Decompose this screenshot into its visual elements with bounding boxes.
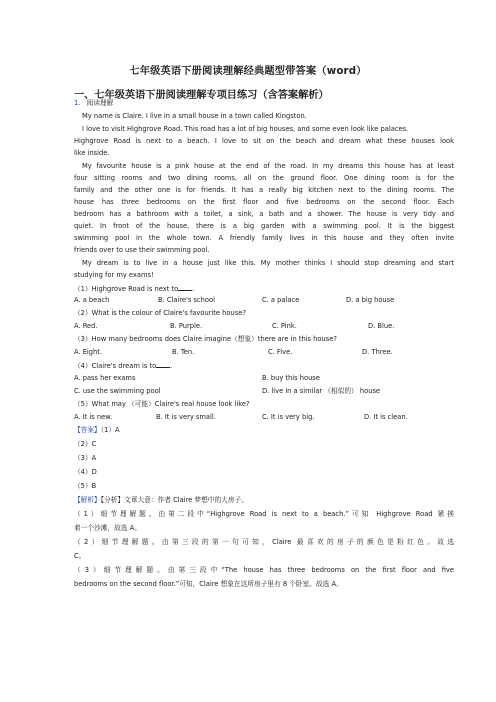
option-c: C. use the swimming pool — [74, 387, 161, 395]
option-d: D. It is clean. — [364, 413, 408, 421]
answer-item: （4）D — [74, 468, 97, 476]
analysis-line: C。 — [74, 552, 86, 560]
answer-item: （2）C — [74, 440, 97, 448]
question-stem: （3）How many bedrooms does Claire imagine（想象）there are in this house? — [74, 335, 337, 343]
passage-line: I love to visit Highgrove Road. This road has a lot of big houses, and some even look like palaces. — [82, 125, 409, 133]
option-d: D. live in a similar （相似的） house — [262, 387, 381, 395]
option-c: C. Five. — [268, 348, 293, 356]
option-d: D. Three. — [362, 348, 393, 356]
question-type: 阅读理解 — [86, 99, 114, 107]
analysis-line: （3）细节理解题。由第三段中“The house has three bedrooms on the first floor and five — [74, 566, 454, 574]
option-b: B. Purple. — [170, 322, 203, 330]
answer-item: （3）A — [74, 454, 97, 462]
analysis-line: bedrooms on the second floor.”可知，Claire 想象在这所房子里有 8 个卧室。故选 A。 — [74, 580, 343, 588]
answer-blank — [178, 284, 192, 291]
passage-line: quiet. In front of the house, there is a big garden with a swimming pool. It is the biggest — [74, 222, 454, 230]
option-b: B. buy this house — [262, 374, 320, 382]
option-b: B. Ten. — [172, 348, 195, 356]
passage-line: bedroom has a bathroom with a toilet, a sink, a bath and a shower. The house is very tidy and — [74, 210, 454, 218]
analysis-line: （1）细节理解题。由第二段中“Highgrove Road is next to a beach.”可知 Highgrove Road 紧挨 — [74, 510, 454, 518]
option-c: C. Pink. — [272, 322, 297, 330]
option-a: A. a beach — [74, 296, 110, 304]
passage-line: swimming pool in the whole town. A friendly family lives in this house and they often invite — [74, 234, 454, 242]
passage-line: My dream is to live in a house just like this. My mother thinks I should stop dreaming and start — [82, 259, 454, 267]
question-stem: （4）Claire's dream is to . — [74, 362, 173, 370]
option-a: A. Red. — [74, 322, 98, 330]
section-heading: 一、七年级英语下册阅读理解专项目练习（含答案解析） — [74, 90, 329, 101]
option-c: C. a palace — [262, 296, 300, 304]
passage-line: family and the other one is for friends. It has a really big kitchen next to the dining rooms. The — [74, 186, 454, 194]
option-d: D. a big house — [346, 296, 395, 304]
passage-line: My name is Claire. I live in a small house in a town called Kingston. — [82, 112, 307, 120]
option-a: A. Eight. — [74, 348, 103, 356]
question-stem: （1）Highgrove Road is next to . — [74, 285, 195, 293]
answer-item: （5）B — [74, 482, 97, 490]
passage-line: studying for my exams! — [74, 271, 154, 279]
option-a: A. pass her exams — [74, 374, 136, 382]
option-b: B. Claire's school — [158, 296, 215, 304]
passage-line: house has three bedrooms on the first floor and five bedrooms on the second floor. Each — [74, 198, 454, 206]
analysis-label: 【解析】 — [74, 496, 101, 504]
passage-line: like inside. — [74, 149, 110, 157]
passage-line: four sitting rooms and two dining rooms, all on the ground floor. One dining room is for the — [74, 174, 454, 182]
passage-line: My favourite house is a pink house at the end of the road. In my dreams this house has at least — [82, 162, 454, 170]
analysis-line: （2）细节理解题。由第三段的第一句可知，Claire 最喜欢的房子的颜色是粉红色。故选 — [74, 538, 454, 546]
document-title: 七年级英语下册阅读理解经典题型带答案（word） — [129, 66, 367, 77]
analysis-line: 【解析】【分析】文章大意：作者 Claire 梦想中的大房子。 — [74, 496, 248, 504]
question-number: 1. — [74, 99, 81, 107]
passage-line: friends over to use their swimming pool. — [74, 246, 210, 254]
answer-blank — [156, 361, 170, 368]
passage-line: Highgrove Road is next to a beach. I love to sit on the beach and dream what these houses look — [74, 137, 454, 145]
analysis-line: 着一个沙滩，故选 A。 — [74, 524, 141, 532]
answer-label: 【答案】 — [74, 426, 101, 434]
option-b: B. It is very small. — [156, 413, 216, 421]
question-header — [74, 99, 454, 108]
question-stem: （5）What may （可能）Claire's real house look like? — [74, 400, 250, 408]
answer-item: （1）A — [100, 426, 120, 434]
option-a: A. It is new. — [74, 413, 113, 421]
question-stem: （2）What is the colour of Claire's favourite house? — [74, 309, 246, 317]
option-d: D. Blue. — [368, 322, 395, 330]
answer-line — [74, 426, 454, 435]
option-c: C. It is very big. — [262, 413, 315, 421]
